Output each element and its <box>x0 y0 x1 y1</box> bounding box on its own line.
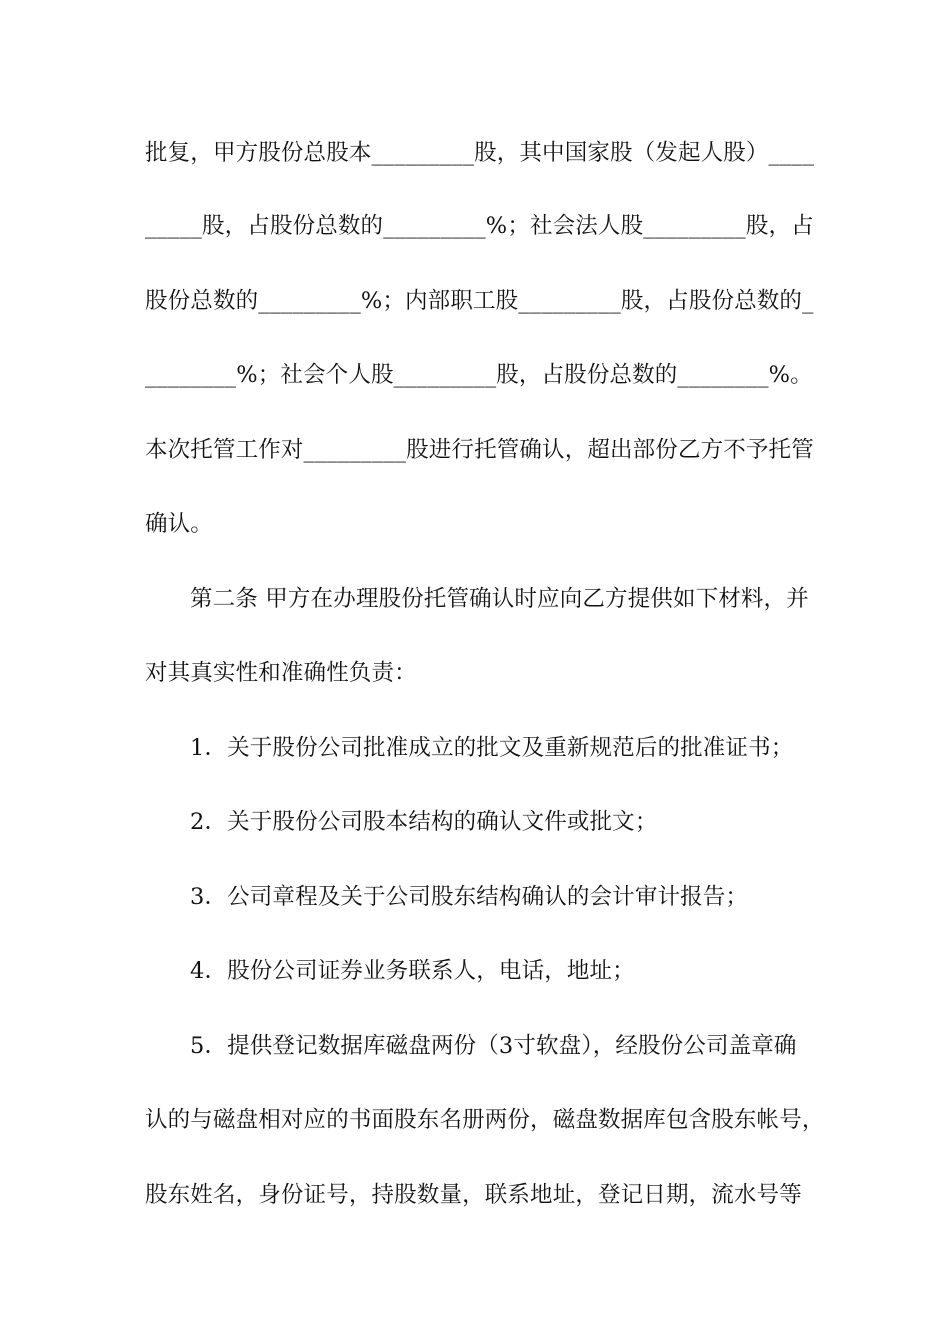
paragraph-line-6: 确认。 <box>145 511 213 537</box>
paragraph-line-4: ________%；社会个人股_________股，占股份总数的________%。 <box>145 362 813 388</box>
list-item-1: 1．关于股份公司批准成立的批文及重新规范后的批准证书； <box>190 735 794 761</box>
list-item-2: 2．关于股份公司股本结构的确认文件或批文； <box>190 809 658 835</box>
list-item-5: 5．提供登记数据库磁盘两份（3寸软盘），经股份公司盖章确 <box>190 1033 797 1059</box>
list-item-3: 3．公司章程及关于公司股东结构确认的会计审计报告； <box>190 884 749 910</box>
list-item-4: 4．股份公司证券业务联系人，电话，地址； <box>190 958 635 984</box>
paragraph-line-5: 本次托管工作对_________股进行托管确认，超出部份乙方不予托管 <box>145 437 814 463</box>
list-item-5-line-3: 股东姓名，身份证号，持股数量，联系地址，登记日期，流水号等 <box>145 1182 802 1208</box>
list-item-5-line-2: 认的与磁盘相对应的书面股东名册两份，磁盘数据库包含股东帐号， <box>145 1107 825 1133</box>
paragraph-line-1: 批复，甲方股份总股本_________股，其中国家股（发起人股）____ <box>145 140 815 166</box>
article-2-line-2: 对其真实性和准确性负责： <box>145 660 417 686</box>
article-2-heading-line: 第二条 甲方在办理股份托管确认时应向乙方提供如下材料，并 <box>190 586 809 612</box>
paragraph-line-2: _____股，占股份总数的_________%；社会法人股_________股，占 <box>145 213 814 239</box>
paragraph-line-3: 股份总数的_________%；内部职工股_________股，占股份总数的_ <box>145 288 814 314</box>
